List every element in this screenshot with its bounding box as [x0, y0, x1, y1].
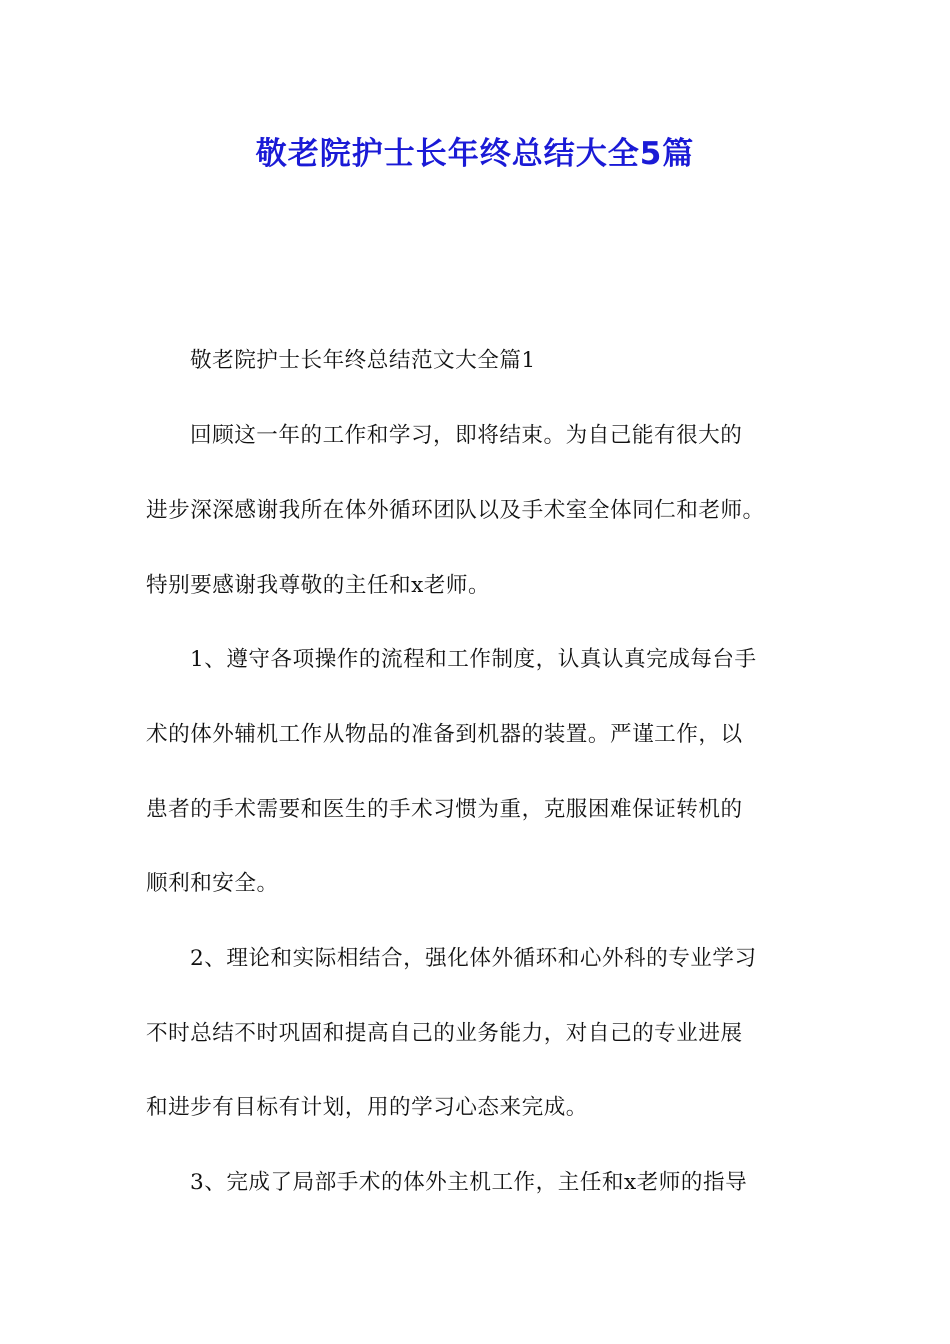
paragraph-line: 1、遵守各项操作的流程和工作制度，认真认真完成每台手 [190, 647, 757, 672]
paragraph-line: 不时总结不时巩固和提高自己的业务能力，对自己的专业进展 [146, 1021, 743, 1046]
paragraph-line: 2、理论和实际相结合，强化体外循环和心外科的专业学习 [190, 946, 757, 971]
paragraph-line: 3、完成了局部手术的体外主机工作，主任和x老师的指导 [190, 1170, 748, 1195]
paragraph-line: 患者的手术需要和医生的手术习惯为重，克服困难保证转机的 [146, 797, 743, 822]
paragraph-line: 顺利和安全。 [146, 871, 279, 896]
paragraph-line: 和进步有目标有计划，用的学习心态来完成。 [146, 1095, 588, 1120]
paragraph-line: 特别要感谢我尊敬的主任和x老师。 [146, 573, 491, 598]
paragraph-line: 回顾这一年的工作和学习，即将结束。为自己能有很大的 [190, 423, 743, 448]
section-heading: 敬老院护士长年终总结范文大全篇1 [190, 348, 536, 373]
document-title: 敬老院护士长年终总结大全5篇 [255, 136, 695, 172]
paragraph-line: 术的体外辅机工作从物品的准备到机器的装置。严谨工作，以 [146, 722, 743, 747]
paragraph-line: 进步深深感谢我所在体外循环团队以及手术室全体同仁和老师。 [146, 498, 765, 523]
